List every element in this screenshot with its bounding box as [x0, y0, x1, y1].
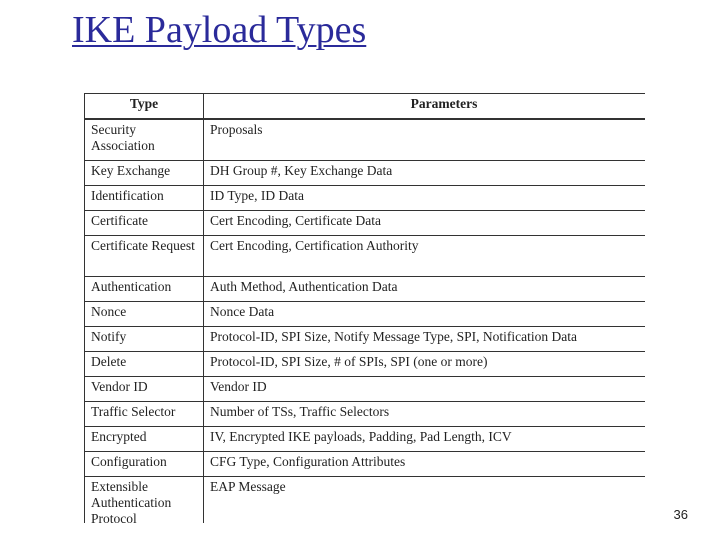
table-row [85, 352, 646, 377]
table-row [85, 452, 646, 477]
parameters-cell: ID Type, ID Data [204, 186, 646, 211]
type-cell: Certificate [85, 211, 204, 236]
slide-title: IKE Payload Types [72, 9, 367, 51]
type-cell: Security Association [85, 119, 204, 161]
type-cell: Vendor ID [85, 377, 204, 402]
parameters-cell: Protocol-ID, SPI Size, Notify Message Type, SPI, Notification Data [204, 327, 646, 352]
parameters-cell: DH Group #, Key Exchange Data [204, 161, 646, 186]
type-cell: Authentication [85, 277, 204, 302]
table-header-row [85, 94, 646, 120]
parameters-cell: EAP Message [204, 477, 646, 524]
type-cell: Certificate Request [85, 236, 204, 277]
table-row [85, 377, 646, 402]
parameters-cell: Auth Method, Authentication Data [204, 277, 646, 302]
table-row [85, 402, 646, 427]
table-row [85, 161, 646, 186]
table-row [85, 327, 646, 352]
table-row [85, 119, 646, 161]
type-cell: Delete [85, 352, 204, 377]
type-cell: Configuration [85, 452, 204, 477]
parameters-cell: Vendor ID [204, 377, 646, 402]
table-row [85, 186, 646, 211]
type-cell: Key Exchange [85, 161, 204, 186]
page-number: 36 [673, 507, 688, 522]
column-header-parameters: Parameters [204, 94, 646, 120]
type-cell: Extensible Authentication Protocol [85, 477, 204, 524]
type-cell: Identification [85, 186, 204, 211]
parameters-cell: IV, Encrypted IKE payloads, Padding, Pad Length, ICV [204, 427, 646, 452]
parameters-cell: Cert Encoding, Certification Authority [204, 236, 646, 277]
type-cell: Notify [85, 327, 204, 352]
table-row [85, 277, 646, 302]
parameters-cell: Number of TSs, Traffic Selectors [204, 402, 646, 427]
parameters-cell: Proposals [204, 119, 646, 161]
payload-types-table [84, 93, 645, 523]
parameters-cell: Nonce Data [204, 302, 646, 327]
parameters-cell: Protocol-ID, SPI Size, # of SPIs, SPI (one or more) [204, 352, 646, 377]
payload-table-container [84, 93, 645, 523]
parameters-cell: CFG Type, Configuration Attributes [204, 452, 646, 477]
table-row [85, 302, 646, 327]
type-cell: Nonce [85, 302, 204, 327]
table-row [85, 236, 646, 277]
table-row [85, 477, 646, 524]
table-row [85, 211, 646, 236]
type-cell: Traffic Selector [85, 402, 204, 427]
parameters-cell: Cert Encoding, Certificate Data [204, 211, 646, 236]
type-cell: Encrypted [85, 427, 204, 452]
table-row [85, 427, 646, 452]
column-header-type: Type [85, 94, 204, 120]
